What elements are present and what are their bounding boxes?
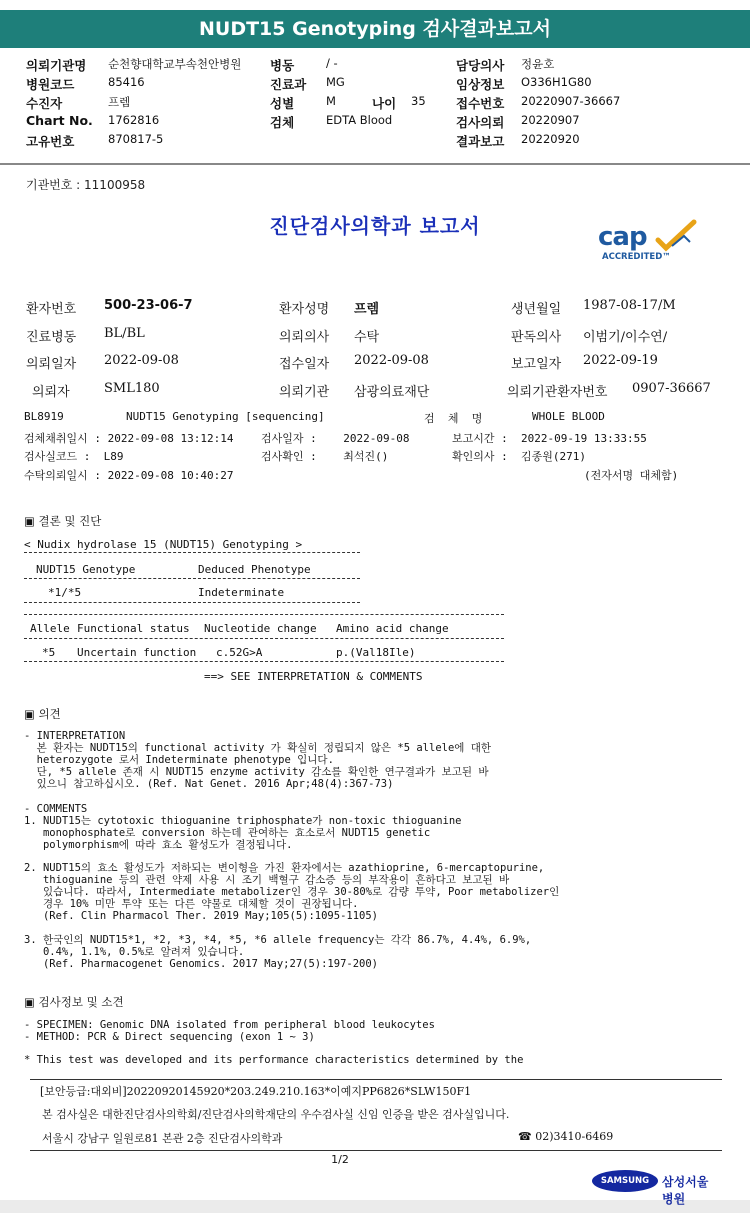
- request-date: 2022-09-08: [104, 353, 179, 368]
- security-line: [보안등급:대외비]20220920145920*203.249.210.163*이예지PP6826*SLW150F1: [40, 1085, 472, 1098]
- interpretation-line: 본 환자는 NUDT15의 functional activity 가 확실히 정립되지 않은 *5 allele에 대한: [24, 742, 492, 754]
- unique-no: 870817-5: [108, 132, 164, 146]
- specimen-info-line: - SPECIMEN: Genomic DNA isolated from peripheral blood leukocytes: [24, 1019, 435, 1031]
- receipt-date: 2022-09-08: [354, 353, 429, 368]
- footer-divider: [30, 1150, 722, 1151]
- samsung-hospital-logo: [592, 1170, 712, 1206]
- label-ordering-doctor: 의뢰의사: [279, 330, 330, 345]
- label-specimen-name: 검 체 명: [424, 412, 483, 425]
- patient-name-value: 프렘: [354, 302, 380, 317]
- col-phenotype: Deduced Phenotype: [198, 563, 311, 576]
- label-patient: 수진자: [26, 96, 63, 111]
- divider: [24, 602, 360, 603]
- interpretation-line: - INTERPRETATION: [24, 730, 126, 742]
- hospital-name: 삼성서울병원: [662, 1175, 709, 1206]
- cap-accredited-text: ACCREDITED™: [602, 252, 671, 262]
- interpretation-line: heterozygote 로서 Indeterminate phenotype 입니다.: [24, 754, 334, 766]
- disclaimer-note: * This test was developed and its performance characteristics determined by the: [24, 1054, 524, 1066]
- accession-number: 20220907-36667: [521, 94, 621, 108]
- page-number: 1/2: [331, 1153, 349, 1166]
- method-info-line: - METHOD: PCR & Direct sequencing (exon 1 ~ 3): [24, 1031, 315, 1043]
- label-unique-no: 고유번호: [26, 134, 75, 149]
- report-title: 진단검사의학과 보고서: [269, 214, 481, 238]
- genotype-value: *1/*5: [48, 586, 82, 599]
- header-row: [0, 75, 750, 93]
- report-banner: NUDT15 Genotyping 검사결과보고서: [0, 10, 750, 48]
- comment-line: 있습니다. 따라서, Intermediate metabolizer인 경우 30-80%로 감량 투약, Poor metabolizer인: [24, 886, 560, 898]
- sex: M: [326, 94, 336, 108]
- specimen: EDTA Blood: [326, 113, 393, 127]
- label-reading-doctor: 판독의사: [511, 330, 562, 345]
- cap-logo-word: cap: [598, 222, 647, 252]
- header-divider: [0, 163, 750, 165]
- comment-line: 0.4%, 1.1%, 0.5%로 알려져 있습니다.: [24, 946, 245, 958]
- result-report-date: 20220920: [521, 132, 580, 146]
- label-requesting-institution: 의뢰기관: [279, 385, 330, 400]
- label-clinical-info: 임상정보: [456, 77, 505, 92]
- institution-number: 기관번호 : 11100958: [26, 178, 146, 192]
- result-subtitle: < Nudix hydrolase 15 (NUDT15) Genotyping >: [24, 538, 303, 551]
- ordering-doctor: 수탁: [354, 330, 380, 345]
- certification-text: 본 검사실은 대한진단검사의학회/진단검사의학재단의 우수검사실 신임 인증을 받은 검사실입니다.: [42, 1108, 510, 1121]
- comment-line: - COMMENTS: [24, 803, 88, 815]
- header-row: [0, 132, 750, 150]
- comment-line: monophosphate로 conversion 하는데 관여하는 효소로서 NUDT15 genetic: [24, 827, 431, 839]
- physician: 정윤호: [521, 57, 555, 71]
- comment-line: 3. 한국인의 NUDT15*1, *2, *3, *4, *5, *6 allele frequency는 각각 86.7%, 4.4%, 6.9%,: [24, 934, 532, 946]
- divider: [24, 552, 360, 553]
- label-institution-patient-no: 의뢰기관환자번호: [507, 385, 608, 400]
- institution-patient-no: 0907-36667: [632, 381, 711, 396]
- collection-datetime: 검체채취일시 : 2022-09-08 13:12:14: [24, 432, 234, 445]
- label-clinic-ward: 진료병동: [26, 330, 77, 345]
- test-request-date: 20220907: [521, 113, 580, 127]
- cap-accredited-logo: [596, 218, 706, 270]
- comment-line: (Ref. Clin Pharmacol Ther. 2019 May;105(5):1095-1105): [24, 910, 379, 922]
- checkmark-icon: [654, 218, 700, 252]
- label-department: 진료과: [270, 77, 307, 92]
- comment-line: 2. NUDT15의 효소 활성도가 저하되는 변이형을 가진 환자에서는 azathioprine, 6-mercaptopurine,: [24, 862, 545, 874]
- samsung-badge: SAMSUNG: [592, 1170, 658, 1192]
- comment-line: polymorphism에 따라 효소 활성도가 결정됩니다.: [24, 839, 293, 851]
- phenotype-value: Indeterminate: [198, 586, 285, 599]
- label-age: 나이: [372, 96, 397, 111]
- age: 35: [411, 94, 426, 108]
- label-receipt-date: 접수일자: [279, 357, 330, 372]
- patient-name: 프렘: [108, 95, 131, 109]
- label-specimen: 검체: [270, 115, 295, 130]
- requester: SML180: [104, 381, 160, 396]
- test-name: NUDT15 Genotyping [sequencing]: [126, 410, 325, 423]
- reading-doctor: 이범기/이수연/: [583, 330, 668, 345]
- header-row: [0, 94, 750, 112]
- lab-phone: ☎ 02)3410-6469: [518, 1130, 614, 1143]
- patient-id: 500-23-06-7: [104, 298, 193, 313]
- label-test-request: 검사의뢰: [456, 115, 505, 130]
- label-chart-no: Chart No.: [26, 113, 93, 128]
- label-requester: 의뢰자: [32, 385, 70, 400]
- label-requesting-org: 의뢰기관명: [26, 58, 87, 73]
- interpretation-line: 있으니 참고하십시오. (Ref. Nat Genet. 2016 Apr;48(4):367-73): [24, 778, 394, 790]
- requesting-institution: 삼광의료재단: [354, 385, 430, 400]
- confirming-doctor: 확인의사 : 김종원(271): [452, 450, 586, 463]
- test-code: BL8919: [24, 410, 64, 423]
- chart-no: 1762816: [108, 113, 160, 127]
- divider: [24, 614, 504, 615]
- comment-line: 경우 10% 미만 투약 또는 다른 약물로 대체할 것이 권장됩니다.: [24, 898, 359, 910]
- clinic-ward: BL/BL: [104, 326, 145, 341]
- label-physician: 담당의사: [456, 58, 505, 73]
- comment-line: thioguanine 등의 관련 약제 사용 시 조기 백혈구 감소증 등의 부작용이 흔하다고 보고된 바: [24, 874, 510, 886]
- label-request-date: 의뢰일자: [26, 357, 77, 372]
- consign-datetime: 수탁의뢰일시 : 2022-09-08 10:40:27: [24, 469, 234, 482]
- col-nucleotide-change: Nucleotide change: [204, 622, 317, 635]
- e-signature-note: (전자서명 대체함): [584, 469, 679, 482]
- col-functional-status: Functional status: [77, 622, 190, 635]
- col-amino-acid-change: Amino acid change: [336, 622, 449, 635]
- header-row: [0, 56, 750, 74]
- opinion-heading: ▣ 의견: [24, 707, 61, 721]
- label-patient-id: 환자번호: [26, 302, 77, 317]
- dob: 1987-08-17/M: [583, 298, 676, 313]
- lab-address: 서울시 강남구 일원로81 본관 2층 진단검사의학과: [42, 1132, 283, 1145]
- footer-divider: [30, 1079, 722, 1080]
- label-report-date: 보고일자: [511, 357, 562, 372]
- label-hospital-code: 병원코드: [26, 77, 75, 92]
- department: MG: [326, 75, 345, 89]
- nucleotide-change-value: c.52G>A: [216, 646, 263, 659]
- header-row: [0, 113, 750, 131]
- test-date: 검사일자 : 2022-09-08: [261, 432, 410, 445]
- allele-value: *5: [42, 646, 56, 659]
- test-info-heading: ▣ 검사정보 및 소견: [24, 995, 124, 1009]
- divider: [24, 578, 360, 579]
- functional-status-value: Uncertain function: [77, 646, 197, 659]
- comment-line: 1. NUDT15는 cytotoxic thioguanine triphosphate가 non-toxic thioguanine: [24, 815, 462, 827]
- ward: / -: [326, 56, 338, 70]
- col-allele: Allele: [30, 622, 70, 635]
- hospital-code: 85416: [108, 75, 145, 89]
- label-ward: 병동: [270, 58, 295, 73]
- report-time: 보고시간 : 2022-09-19 13:33:55: [452, 432, 647, 445]
- divider: [24, 638, 504, 639]
- conclusion-heading: ▣ 결론 및 진단: [24, 514, 102, 528]
- clinical-info: O336H1G80: [521, 75, 592, 89]
- request-header: [0, 52, 750, 160]
- col-genotype: NUDT15 Genotype: [36, 563, 136, 576]
- specimen-name: WHOLE BLOOD: [532, 410, 605, 423]
- divider: [24, 661, 504, 662]
- amino-acid-change-value: p.(Val18Ile): [336, 646, 416, 659]
- label-accession: 접수번호: [456, 96, 505, 111]
- label-result-report: 결과보고: [456, 134, 505, 149]
- test-confirmer: 검사확인 : 최석진(): [261, 450, 389, 463]
- label-patient-name: 환자성명: [279, 302, 330, 317]
- comment-line: (Ref. Pharmacogenet Genomics. 2017 May;27(5):197-200): [24, 958, 379, 970]
- label-sex: 성별: [270, 96, 295, 111]
- interpretation-line: 단, *5 allele 존재 시 NUDT15 enzyme activity 감소를 확인한 연구결과가 보고된 바: [24, 766, 489, 778]
- lab-code: 검사실코드 : L89: [24, 450, 124, 463]
- label-dob: 생년월일: [511, 302, 562, 317]
- see-interpretation-note: ==> SEE INTERPRETATION & COMMENTS: [204, 670, 423, 683]
- report-date: 2022-09-19: [583, 353, 658, 368]
- requesting-org: 순천향대학교부속천안병원: [108, 57, 242, 71]
